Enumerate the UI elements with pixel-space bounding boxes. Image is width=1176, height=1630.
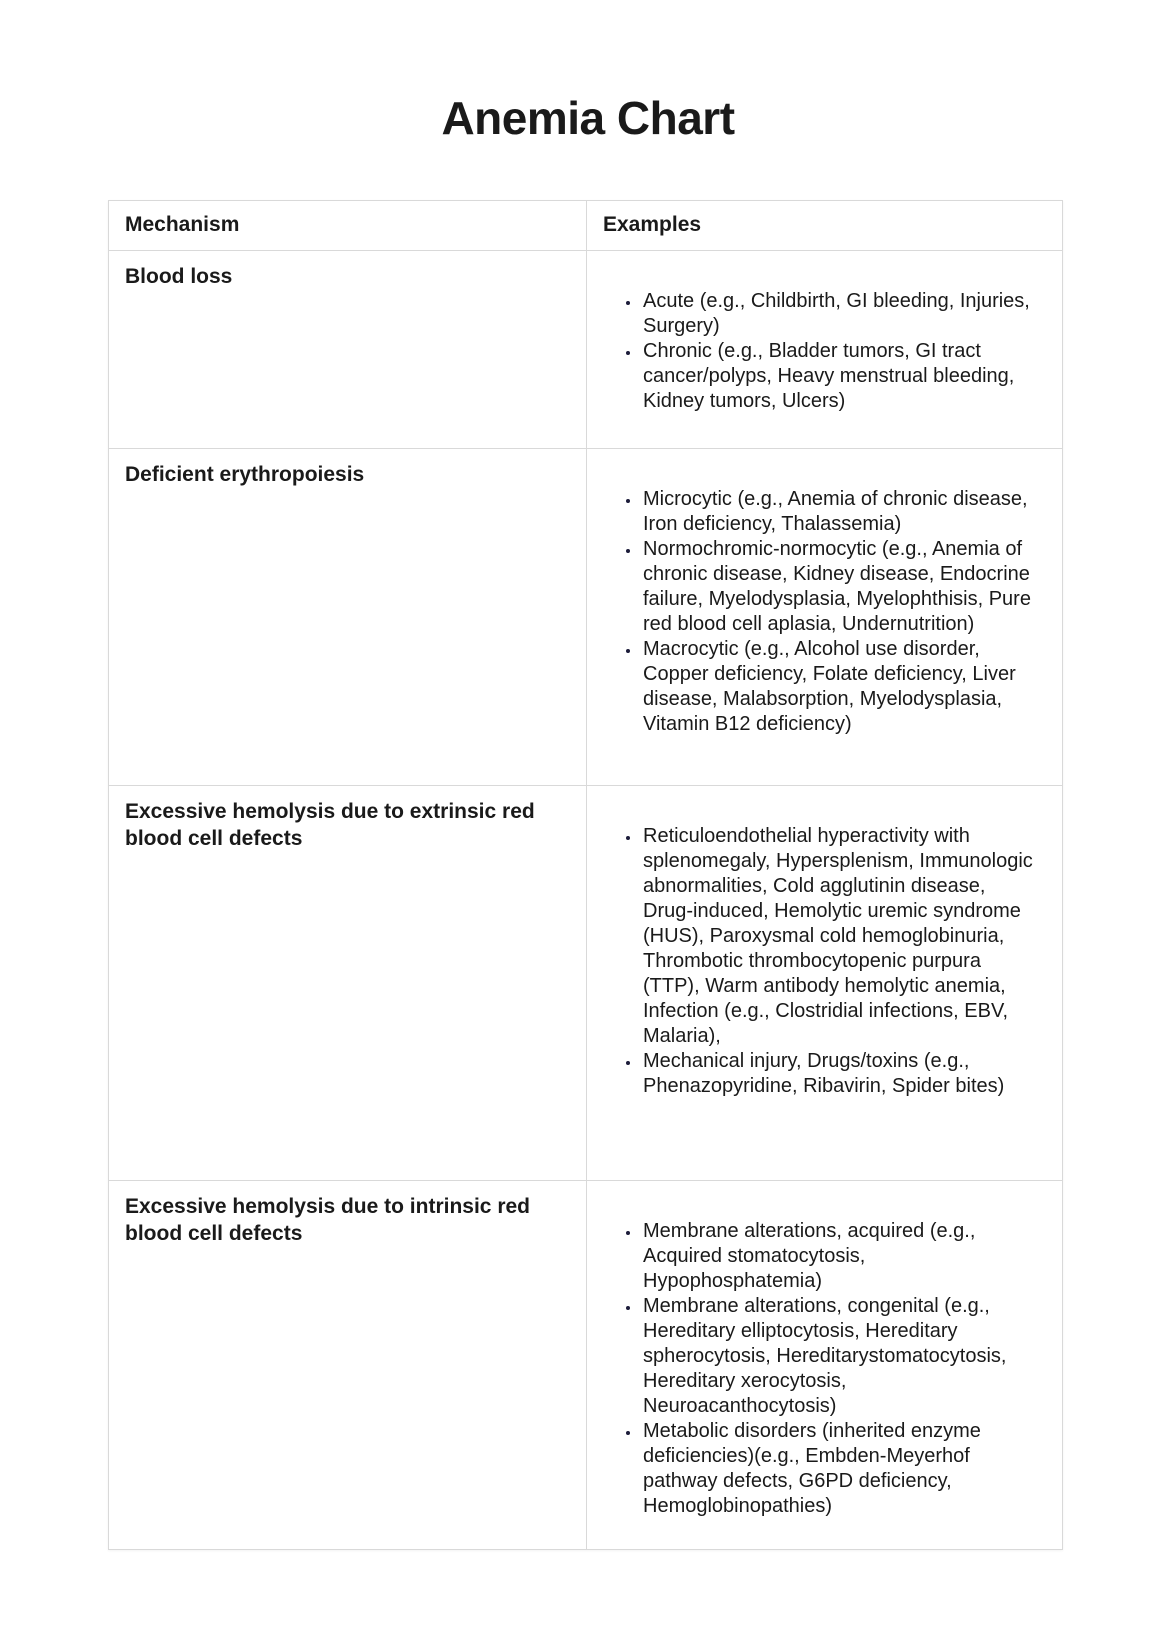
examples-list (607, 1219, 1038, 1519)
example-item: • Membrane alterations, acquired (e.g., Acquired stomatocytosis, Hypophosphatemia) (641, 1219, 1038, 1294)
examples-list (607, 289, 1038, 414)
example-item: • Acute (e.g., Childbirth, GI bleeding, Injuries, Surgery) (641, 289, 1038, 339)
table-row (109, 786, 1063, 1181)
example-item: • Membrane alterations, congenital (e.g., Hereditary elliptocytosis, Hereditary spherocytosis, Hereditarystomatocytosis, Hereditary xerocytosis, Neuroacanthocytosis) (641, 1294, 1038, 1419)
column-header-examples: Examples (587, 201, 1063, 251)
example-item: • Mechanical injury, Drugs/toxins (e.g., Phenazopyridine, Ribavirin, Spider bites) (641, 1049, 1038, 1099)
table-row (109, 251, 1063, 449)
examples-cell (587, 449, 1063, 786)
table-row (109, 449, 1063, 786)
examples-list (607, 487, 1038, 737)
table-row (109, 1181, 1063, 1550)
table-body (109, 251, 1063, 1550)
example-item: • Chronic (e.g., Bladder tumors, GI tract cancer/polyps, Heavy menstrual bleeding, Kidney tumors, Ulcers) (641, 339, 1038, 414)
example-item: • Microcytic (e.g., Anemia of chronic disease, Iron deficiency, Thalassemia) (641, 487, 1038, 537)
example-item: • Metabolic disorders (inherited enzyme deficiencies)(e.g., Embden-Meyerhof pathway defects, G6PD deficiency, Hemoglobinopathies) (641, 1419, 1038, 1519)
example-item: • Normochromic-normocytic (e.g., Anemia of chronic disease, Kidney disease, Endocrine failure, Myelodysplasia, Myelophthisis, Pure red blood cell aplasia, Undernutrition) (641, 537, 1038, 637)
column-header-mechanism: Mechanism (109, 201, 587, 251)
mechanism-cell: Excessive hemolysis due to intrinsic red blood cell defects (109, 1181, 587, 1550)
mechanism-cell: Blood loss (109, 251, 587, 449)
examples-cell (587, 251, 1063, 449)
examples-list (607, 824, 1038, 1099)
example-item: • Macrocytic (e.g., Alcohol use disorder, Copper deficiency, Folate deficiency, Liver disease, Malabsorption, Myelodysplasia, Vitamin B12 deficiency) (641, 637, 1038, 737)
mechanism-cell: Excessive hemolysis due to extrinsic red blood cell defects (109, 786, 587, 1181)
mechanism-cell: Deficient erythropoiesis (109, 449, 587, 786)
page-title: Anemia Chart (441, 92, 735, 144)
example-item: • Reticuloendothelial hyperactivity with splenomegaly, Hypersplenism, Immunologic abnormalities, Cold agglutinin disease, Drug-induced, Hemolytic uremic syndrome (HUS), Paroxysmal cold hemoglobinuria, Thrombotic thrombocytopenic purpura (TTP), Warm antibody hemolytic anemia, Infection (e.g., Clostridial infections, EBV, Malaria), (641, 824, 1038, 1049)
anemia-mechanism-table (108, 200, 1063, 1550)
table-header-row (109, 201, 1063, 251)
examples-cell (587, 1181, 1063, 1550)
examples-cell (587, 786, 1063, 1181)
